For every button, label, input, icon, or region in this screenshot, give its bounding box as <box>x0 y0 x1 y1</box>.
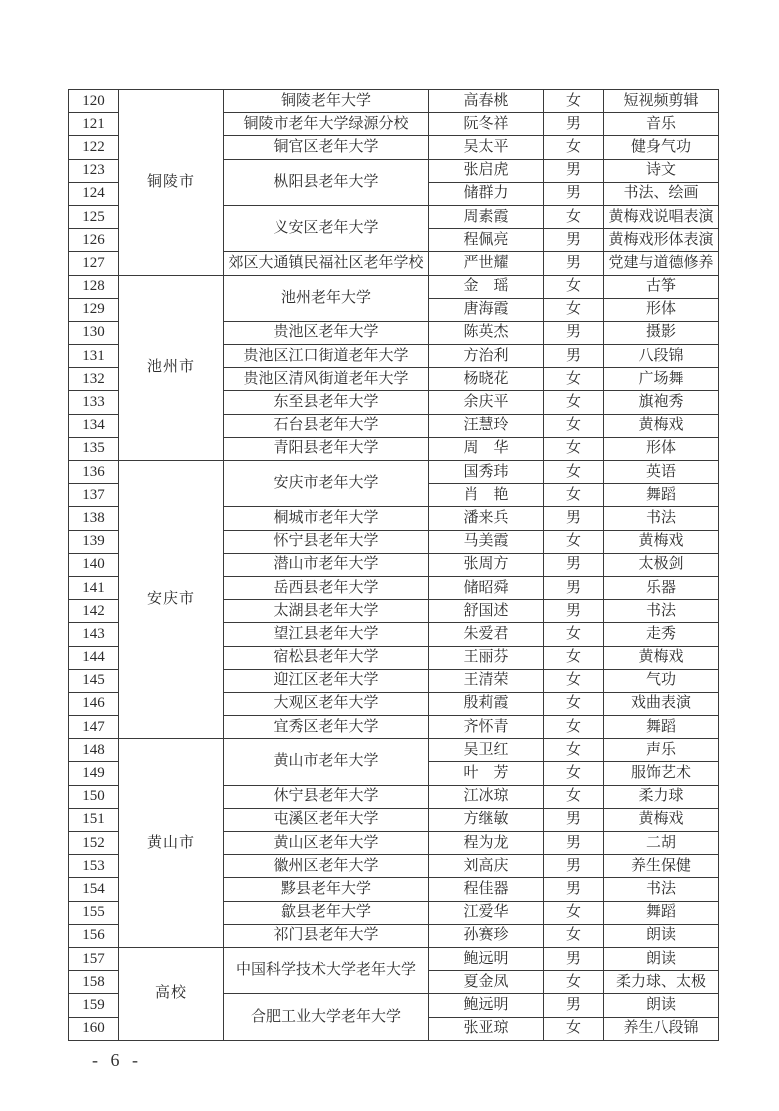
subject-cell: 黄梅戏 <box>604 530 719 553</box>
gender-cell: 男 <box>544 600 604 623</box>
gender-cell: 男 <box>544 576 604 599</box>
serial-cell: 160 <box>69 1017 119 1040</box>
gender-cell: 女 <box>544 785 604 808</box>
serial-cell: 138 <box>69 507 119 530</box>
serial-cell: 148 <box>69 739 119 762</box>
serial-cell: 142 <box>69 600 119 623</box>
subject-cell: 音乐 <box>604 113 719 136</box>
serial-cell: 127 <box>69 252 119 275</box>
subject-cell: 古筝 <box>604 275 719 298</box>
school-cell: 休宁县老年大学 <box>224 785 429 808</box>
school-cell: 郊区大通镇民福社区老年学校 <box>224 252 429 275</box>
name-cell: 方治利 <box>429 345 544 368</box>
subject-cell: 短视频剪辑 <box>604 90 719 113</box>
subject-cell: 广场舞 <box>604 368 719 391</box>
gender-cell: 女 <box>544 298 604 321</box>
school-cell: 黄山市老年大学 <box>224 739 429 785</box>
name-cell: 张亚琼 <box>429 1017 544 1040</box>
serial-cell: 131 <box>69 345 119 368</box>
award-table <box>68 89 719 1041</box>
name-cell: 周 华 <box>429 437 544 460</box>
subject-cell: 舞蹈 <box>604 901 719 924</box>
serial-cell: 152 <box>69 832 119 855</box>
table-row <box>69 90 719 113</box>
serial-cell: 146 <box>69 692 119 715</box>
subject-cell: 柔力球 <box>604 785 719 808</box>
school-cell: 岳西县老年大学 <box>224 576 429 599</box>
subject-cell: 走秀 <box>604 623 719 646</box>
gender-cell: 女 <box>544 414 604 437</box>
school-cell: 枞阳县老年大学 <box>224 159 429 205</box>
gender-cell: 男 <box>544 878 604 901</box>
gender-cell: 女 <box>544 391 604 414</box>
serial-cell: 150 <box>69 785 119 808</box>
serial-cell: 134 <box>69 414 119 437</box>
name-cell: 朱爱君 <box>429 623 544 646</box>
city-cell: 安庆市 <box>119 461 224 739</box>
serial-cell: 144 <box>69 646 119 669</box>
name-cell: 唐海霞 <box>429 298 544 321</box>
subject-cell: 乐器 <box>604 576 719 599</box>
serial-cell: 129 <box>69 298 119 321</box>
subject-cell: 养生八段锦 <box>604 1017 719 1040</box>
serial-cell: 158 <box>69 971 119 994</box>
school-cell: 中国科学技术大学老年大学 <box>224 947 429 993</box>
subject-cell: 黄梅戏形体表演 <box>604 229 719 252</box>
serial-cell: 154 <box>69 878 119 901</box>
city-cell: 铜陵市 <box>119 90 224 276</box>
name-cell: 阮冬祥 <box>429 113 544 136</box>
subject-cell: 黄梅戏说唱表演 <box>604 205 719 228</box>
serial-cell: 159 <box>69 994 119 1017</box>
gender-cell: 男 <box>544 855 604 878</box>
gender-cell: 男 <box>544 113 604 136</box>
serial-cell: 155 <box>69 901 119 924</box>
subject-cell: 舞蹈 <box>604 484 719 507</box>
school-cell: 桐城市老年大学 <box>224 507 429 530</box>
serial-cell: 147 <box>69 716 119 739</box>
school-cell: 贵池区江口街道老年大学 <box>224 345 429 368</box>
serial-cell: 128 <box>69 275 119 298</box>
gender-cell: 女 <box>544 901 604 924</box>
serial-cell: 156 <box>69 924 119 947</box>
school-cell: 铜陵老年大学 <box>224 90 429 113</box>
subject-cell: 书法 <box>604 507 719 530</box>
gender-cell: 女 <box>544 205 604 228</box>
school-cell: 迎江区老年大学 <box>224 669 429 692</box>
school-cell: 宜秀区老年大学 <box>224 716 429 739</box>
school-cell: 怀宁县老年大学 <box>224 530 429 553</box>
subject-cell: 书法、绘画 <box>604 182 719 205</box>
serial-cell: 136 <box>69 461 119 484</box>
name-cell: 程为龙 <box>429 832 544 855</box>
name-cell: 刘高庆 <box>429 855 544 878</box>
school-cell: 贵池区清风街道老年大学 <box>224 368 429 391</box>
name-cell: 程佩亮 <box>429 229 544 252</box>
name-cell: 江冰琼 <box>429 785 544 808</box>
serial-cell: 133 <box>69 391 119 414</box>
gender-cell: 男 <box>544 345 604 368</box>
name-cell: 程佳器 <box>429 878 544 901</box>
gender-cell: 女 <box>544 275 604 298</box>
subject-cell: 黄梅戏 <box>604 808 719 831</box>
serial-cell: 126 <box>69 229 119 252</box>
gender-cell: 男 <box>544 159 604 182</box>
serial-cell: 139 <box>69 530 119 553</box>
subject-cell: 英语 <box>604 461 719 484</box>
subject-cell: 声乐 <box>604 739 719 762</box>
table-row <box>69 275 719 298</box>
gender-cell: 男 <box>544 507 604 530</box>
name-cell: 潘来兵 <box>429 507 544 530</box>
subject-cell: 舞蹈 <box>604 716 719 739</box>
gender-cell: 男 <box>544 808 604 831</box>
table-row <box>69 739 719 762</box>
gender-cell: 男 <box>544 994 604 1017</box>
subject-cell: 书法 <box>604 878 719 901</box>
subject-cell: 八段锦 <box>604 345 719 368</box>
gender-cell: 女 <box>544 924 604 947</box>
name-cell: 王清荣 <box>429 669 544 692</box>
name-cell: 马美霞 <box>429 530 544 553</box>
table-row <box>69 947 719 970</box>
city-cell: 黄山市 <box>119 739 224 948</box>
serial-cell: 153 <box>69 855 119 878</box>
subject-cell: 养生保健 <box>604 855 719 878</box>
serial-cell: 121 <box>69 113 119 136</box>
gender-cell: 女 <box>544 461 604 484</box>
name-cell: 杨晓花 <box>429 368 544 391</box>
gender-cell: 女 <box>544 1017 604 1040</box>
name-cell: 国秀玮 <box>429 461 544 484</box>
school-cell: 池州老年大学 <box>224 275 429 321</box>
serial-cell: 120 <box>69 90 119 113</box>
serial-cell: 137 <box>69 484 119 507</box>
subject-cell: 摄影 <box>604 321 719 344</box>
name-cell: 吴卫红 <box>429 739 544 762</box>
school-cell: 潜山市老年大学 <box>224 553 429 576</box>
school-cell: 大观区老年大学 <box>224 692 429 715</box>
gender-cell: 男 <box>544 321 604 344</box>
subject-cell: 朗读 <box>604 947 719 970</box>
name-cell: 鲍远明 <box>429 947 544 970</box>
name-cell: 江爱华 <box>429 901 544 924</box>
school-cell: 徽州区老年大学 <box>224 855 429 878</box>
subject-cell: 健身气功 <box>604 136 719 159</box>
gender-cell: 女 <box>544 136 604 159</box>
subject-cell: 朗读 <box>604 994 719 1017</box>
gender-cell: 女 <box>544 530 604 553</box>
school-cell: 祁门县老年大学 <box>224 924 429 947</box>
school-cell: 石台县老年大学 <box>224 414 429 437</box>
subject-cell: 旗袍秀 <box>604 391 719 414</box>
name-cell: 孙赛珍 <box>429 924 544 947</box>
name-cell: 张启虎 <box>429 159 544 182</box>
gender-cell: 女 <box>544 669 604 692</box>
name-cell: 储昭舜 <box>429 576 544 599</box>
serial-cell: 130 <box>69 321 119 344</box>
name-cell: 储群力 <box>429 182 544 205</box>
serial-cell: 141 <box>69 576 119 599</box>
school-cell: 屯溪区老年大学 <box>224 808 429 831</box>
gender-cell: 女 <box>544 739 604 762</box>
page-number: - 6 - <box>92 1050 142 1070</box>
gender-cell: 男 <box>544 229 604 252</box>
gender-cell: 男 <box>544 182 604 205</box>
subject-cell: 诗文 <box>604 159 719 182</box>
name-cell: 殷莉霞 <box>429 692 544 715</box>
school-cell: 贵池区老年大学 <box>224 321 429 344</box>
name-cell: 鲍远明 <box>429 994 544 1017</box>
subject-cell: 气功 <box>604 669 719 692</box>
school-cell: 歙县老年大学 <box>224 901 429 924</box>
city-cell: 高校 <box>119 947 224 1040</box>
subject-cell: 柔力球、太极 <box>604 971 719 994</box>
name-cell: 周素霞 <box>429 205 544 228</box>
name-cell: 张周方 <box>429 553 544 576</box>
gender-cell: 女 <box>544 623 604 646</box>
serial-cell: 151 <box>69 808 119 831</box>
serial-cell: 132 <box>69 368 119 391</box>
subject-cell: 黄梅戏 <box>604 646 719 669</box>
school-cell: 黟县老年大学 <box>224 878 429 901</box>
subject-cell: 太极剑 <box>604 553 719 576</box>
school-cell: 铜陵市老年大学绿源分校 <box>224 113 429 136</box>
gender-cell: 女 <box>544 437 604 460</box>
gender-cell: 女 <box>544 368 604 391</box>
school-cell: 合肥工业大学老年大学 <box>224 994 429 1040</box>
name-cell: 叶 芳 <box>429 762 544 785</box>
subject-cell: 形体 <box>604 437 719 460</box>
gender-cell: 女 <box>544 90 604 113</box>
serial-cell: 149 <box>69 762 119 785</box>
name-cell: 余庆平 <box>429 391 544 414</box>
subject-cell: 黄梅戏 <box>604 414 719 437</box>
serial-cell: 145 <box>69 669 119 692</box>
school-cell: 宿松县老年大学 <box>224 646 429 669</box>
gender-cell: 男 <box>544 832 604 855</box>
name-cell: 齐怀青 <box>429 716 544 739</box>
name-cell: 舒国述 <box>429 600 544 623</box>
gender-cell: 男 <box>544 947 604 970</box>
gender-cell: 男 <box>544 553 604 576</box>
school-cell: 望江县老年大学 <box>224 623 429 646</box>
serial-cell: 123 <box>69 159 119 182</box>
school-cell: 黄山区老年大学 <box>224 832 429 855</box>
gender-cell: 女 <box>544 484 604 507</box>
name-cell: 高春桃 <box>429 90 544 113</box>
serial-cell: 143 <box>69 623 119 646</box>
subject-cell: 朗读 <box>604 924 719 947</box>
subject-cell: 形体 <box>604 298 719 321</box>
subject-cell: 书法 <box>604 600 719 623</box>
name-cell: 严世耀 <box>429 252 544 275</box>
school-cell: 铜官区老年大学 <box>224 136 429 159</box>
school-cell: 义安区老年大学 <box>224 205 429 251</box>
serial-cell: 135 <box>69 437 119 460</box>
name-cell: 夏金凤 <box>429 971 544 994</box>
school-cell: 东至县老年大学 <box>224 391 429 414</box>
name-cell: 陈英杰 <box>429 321 544 344</box>
city-cell: 池州市 <box>119 275 224 461</box>
serial-cell: 157 <box>69 947 119 970</box>
school-cell: 太湖县老年大学 <box>224 600 429 623</box>
subject-cell: 戏曲表演 <box>604 692 719 715</box>
subject-cell: 党建与道德修养 <box>604 252 719 275</box>
name-cell: 方继敏 <box>429 808 544 831</box>
subject-cell: 服饰艺术 <box>604 762 719 785</box>
name-cell: 金 瑶 <box>429 275 544 298</box>
gender-cell: 女 <box>544 971 604 994</box>
serial-cell: 140 <box>69 553 119 576</box>
name-cell: 汪慧玲 <box>429 414 544 437</box>
serial-cell: 125 <box>69 205 119 228</box>
table-row <box>69 461 719 484</box>
school-cell: 青阳县老年大学 <box>224 437 429 460</box>
name-cell: 肖 艳 <box>429 484 544 507</box>
gender-cell: 女 <box>544 762 604 785</box>
subject-cell: 二胡 <box>604 832 719 855</box>
gender-cell: 男 <box>544 252 604 275</box>
gender-cell: 女 <box>544 692 604 715</box>
school-cell: 安庆市老年大学 <box>224 461 429 507</box>
gender-cell: 女 <box>544 646 604 669</box>
serial-cell: 124 <box>69 182 119 205</box>
award-table-body <box>69 90 719 1041</box>
serial-cell: 122 <box>69 136 119 159</box>
name-cell: 王丽芬 <box>429 646 544 669</box>
gender-cell: 女 <box>544 716 604 739</box>
name-cell: 吴太平 <box>429 136 544 159</box>
